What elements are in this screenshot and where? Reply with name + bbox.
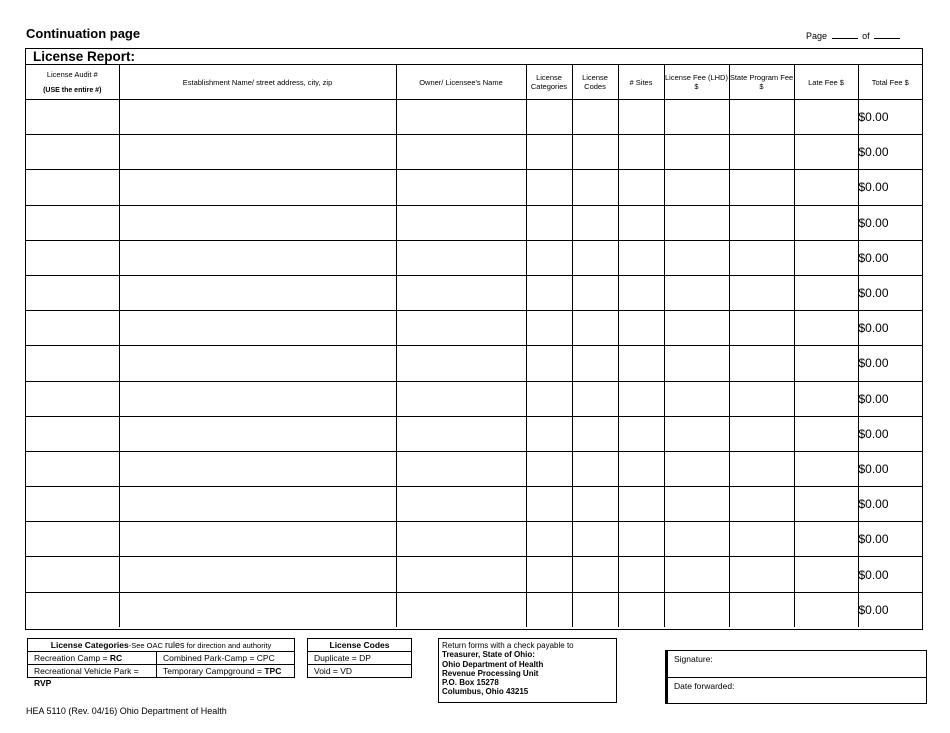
page-total-field[interactable]	[874, 30, 900, 39]
late-fee-cell[interactable]	[794, 557, 858, 592]
license-fee-cell[interactable]	[664, 135, 729, 170]
date-forwarded-field[interactable]	[668, 677, 926, 703]
audit-cell[interactable]	[26, 135, 119, 170]
total-fee-cell: $0.00	[858, 170, 922, 205]
return-line: Return forms with a check payable to	[442, 641, 574, 650]
codes-cell[interactable]	[572, 451, 618, 486]
sites-cell[interactable]	[618, 240, 664, 275]
categories-cell[interactable]	[526, 592, 572, 627]
categories-cell[interactable]	[526, 381, 572, 416]
total-fee-cell: $0.00	[858, 602, 889, 617]
col-categories: License Categories	[526, 65, 572, 100]
license-fee-cell[interactable]	[664, 592, 729, 627]
col-owner: Owner/ Licensee's Name	[396, 65, 526, 100]
license-report	[25, 48, 923, 630]
codes-cell[interactable]	[572, 346, 618, 381]
categories-cell[interactable]	[526, 522, 572, 557]
audit-cell[interactable]	[26, 311, 119, 346]
sites-cell[interactable]	[618, 100, 664, 135]
state-fee-cell[interactable]	[729, 311, 794, 346]
audit-cell[interactable]	[26, 522, 119, 557]
categories-cell[interactable]	[526, 100, 572, 135]
signature-field[interactable]	[668, 651, 926, 677]
total-fee-cell: $0.00	[858, 451, 922, 486]
audit-cell[interactable]	[26, 170, 119, 205]
sites-cell[interactable]	[618, 135, 664, 170]
codes-cell[interactable]	[572, 100, 618, 135]
state-fee-cell[interactable]	[729, 205, 794, 240]
codes-cell[interactable]	[572, 592, 618, 627]
sites-cell[interactable]	[618, 275, 664, 310]
categories-legend-row	[28, 664, 294, 688]
categories-cell[interactable]	[526, 557, 572, 592]
owner-cell[interactable]	[396, 381, 526, 416]
codes-cell[interactable]	[572, 381, 618, 416]
page-title: Continuation page	[26, 26, 141, 41]
owner-cell[interactable]	[396, 416, 526, 451]
return-city: Columbus, Ohio 43215	[442, 687, 529, 697]
owner-cell[interactable]	[396, 522, 526, 557]
total-fee-cell: $0.00	[858, 416, 922, 451]
form-footer: HEA 5110 (Rev. 04/16) Ohio Department of Health	[26, 706, 227, 716]
table-row	[26, 416, 922, 451]
state-fee-cell[interactable]	[729, 522, 794, 557]
total-fee-cell: $0.00	[858, 311, 922, 346]
license-fee-cell[interactable]	[664, 275, 729, 310]
categories-cell[interactable]	[526, 451, 572, 486]
state-fee-cell[interactable]	[729, 451, 794, 486]
codes-cell[interactable]	[572, 240, 618, 275]
audit-cell[interactable]	[26, 487, 119, 522]
establishment-cell[interactable]	[119, 346, 396, 381]
codes-cell[interactable]	[572, 135, 618, 170]
audit-cell[interactable]	[26, 557, 119, 592]
codes-legend-title: License Codes	[308, 639, 411, 652]
codes-cell[interactable]	[572, 522, 618, 557]
sites-cell[interactable]	[618, 592, 664, 627]
late-fee-cell[interactable]	[794, 592, 858, 627]
owner-cell[interactable]	[396, 135, 526, 170]
owner-cell[interactable]	[396, 346, 526, 381]
license-fee-cell[interactable]	[664, 487, 729, 522]
categories-legend	[27, 638, 295, 688]
table-row	[26, 311, 922, 346]
codes-cell[interactable]	[572, 487, 618, 522]
sites-cell[interactable]	[618, 557, 664, 592]
table-row	[26, 381, 922, 416]
col-license-fee: License Fee (LHD) $	[664, 65, 729, 100]
table-row	[26, 557, 922, 592]
category-cpc: Combined Park-Camp = CPC	[163, 653, 275, 663]
return-address	[438, 638, 617, 703]
owner-cell[interactable]	[396, 451, 526, 486]
categories-legend-row	[28, 652, 294, 664]
audit-cell[interactable]	[26, 205, 119, 240]
page-number-field[interactable]	[832, 30, 858, 39]
late-fee-cell[interactable]	[794, 275, 858, 310]
of-label: of	[862, 31, 870, 41]
col-audit	[26, 65, 119, 100]
return-department: Ohio Department of Health	[442, 659, 544, 669]
license-table	[26, 65, 922, 627]
license-fee-cell[interactable]	[664, 100, 729, 135]
codes-cell[interactable]	[572, 275, 618, 310]
category-tpc: Temporary Campground = TPC	[163, 666, 282, 676]
owner-cell[interactable]	[396, 592, 526, 627]
state-fee-cell[interactable]	[729, 240, 794, 275]
categories-cell[interactable]	[526, 346, 572, 381]
audit-cell[interactable]	[26, 451, 119, 486]
return-unit: Revenue Processing Unit	[442, 668, 539, 678]
table-row	[26, 451, 922, 486]
code-duplicate: Duplicate = DP	[314, 653, 371, 663]
establishment-cell[interactable]	[119, 311, 396, 346]
late-fee-cell[interactable]	[794, 346, 858, 381]
state-fee-cell[interactable]	[729, 381, 794, 416]
code-void: Void = VD	[308, 664, 411, 677]
total-fee-cell: $0.00	[858, 487, 922, 522]
owner-cell[interactable]	[396, 311, 526, 346]
establishment-cell[interactable]	[119, 557, 396, 592]
categories-legend-header	[28, 639, 294, 652]
sites-cell[interactable]	[618, 522, 664, 557]
owner-cell[interactable]	[396, 240, 526, 275]
establishment-cell[interactable]	[119, 592, 396, 627]
establishment-cell[interactable]	[119, 381, 396, 416]
state-fee-cell[interactable]	[729, 135, 794, 170]
table-row	[26, 522, 922, 557]
col-sites: # Sites	[618, 65, 664, 100]
sites-cell[interactable]	[618, 487, 664, 522]
late-fee-cell[interactable]	[794, 416, 858, 451]
categories-legend-title: License Categories	[50, 640, 129, 650]
table-row	[26, 135, 922, 170]
signature-box	[665, 650, 927, 704]
codes-cell[interactable]	[572, 557, 618, 592]
total-fee-cell: $0.00	[858, 557, 922, 592]
table-row	[26, 240, 922, 275]
state-fee-cell[interactable]	[729, 275, 794, 310]
establishment-cell[interactable]	[119, 522, 396, 557]
table-row	[26, 275, 922, 310]
audit-cell[interactable]	[26, 416, 119, 451]
license-fee-cell[interactable]	[664, 170, 729, 205]
license-fee-cell[interactable]	[664, 311, 729, 346]
col-audit-note: (USE the entire #)	[43, 86, 102, 94]
codes-cell[interactable]	[572, 170, 618, 205]
late-fee-cell[interactable]	[794, 381, 858, 416]
total-fee-cell: $0.00	[858, 522, 922, 557]
owner-cell[interactable]	[396, 100, 526, 135]
late-fee-cell[interactable]	[794, 170, 858, 205]
late-fee-cell[interactable]	[794, 100, 858, 135]
license-fee-cell[interactable]	[664, 381, 729, 416]
codes-legend	[307, 638, 412, 678]
page-number	[806, 30, 902, 41]
total-fee-cell: $0.00	[858, 135, 922, 170]
table-row	[26, 100, 922, 135]
audit-cell[interactable]	[26, 100, 119, 135]
table-header-row	[26, 65, 922, 100]
report-title: License Report:	[26, 49, 922, 65]
establishment-cell[interactable]	[119, 240, 396, 275]
total-fee-cell: $0.00	[858, 240, 922, 275]
state-fee-cell[interactable]	[729, 170, 794, 205]
category-rc: Recreation Camp = RC	[28, 652, 157, 664]
late-fee-cell[interactable]	[794, 311, 858, 346]
sites-cell[interactable]	[618, 311, 664, 346]
categories-legend-note-end: for direction and authority	[184, 641, 272, 650]
col-late-fee: Late Fee $	[794, 65, 858, 100]
col-establishment: Establishment Name/ street address, city, zip	[119, 65, 396, 100]
sites-cell[interactable]	[618, 205, 664, 240]
establishment-cell[interactable]	[119, 135, 396, 170]
table-row	[26, 592, 922, 627]
license-fee-cell[interactable]	[664, 557, 729, 592]
categories-cell[interactable]	[526, 170, 572, 205]
license-fee-cell[interactable]	[664, 346, 729, 381]
codes-cell[interactable]	[572, 416, 618, 451]
categories-cell[interactable]	[526, 135, 572, 170]
sites-cell[interactable]	[618, 170, 664, 205]
state-fee-cell[interactable]	[729, 557, 794, 592]
total-fee-cell: $0.00	[858, 100, 922, 135]
signature-label: Signature:	[674, 654, 713, 664]
late-fee-cell[interactable]	[794, 451, 858, 486]
late-fee-cell[interactable]	[794, 135, 858, 170]
col-state-fee: State Program Fee $	[729, 65, 794, 100]
late-fee-cell[interactable]	[794, 487, 858, 522]
categories-legend-rules: rules	[164, 640, 185, 650]
table-row	[26, 487, 922, 522]
categories-legend-note: -See OAC	[128, 641, 165, 650]
col-total-fee: Total Fee $	[858, 65, 922, 100]
establishment-cell[interactable]	[119, 170, 396, 205]
late-fee-cell[interactable]	[794, 240, 858, 275]
col-codes: License Codes	[572, 65, 618, 100]
establishment-cell[interactable]	[119, 487, 396, 522]
license-fee-cell[interactable]	[664, 522, 729, 557]
license-fee-cell[interactable]	[664, 451, 729, 486]
categories-cell[interactable]	[526, 311, 572, 346]
sites-cell[interactable]	[618, 381, 664, 416]
audit-cell[interactable]	[26, 346, 119, 381]
sites-cell[interactable]	[618, 346, 664, 381]
state-fee-cell[interactable]	[729, 346, 794, 381]
total-fee-cell: $0.00	[858, 205, 922, 240]
state-fee-cell[interactable]	[729, 100, 794, 135]
state-fee-cell[interactable]	[729, 592, 794, 627]
return-payee: Treasurer, State of Ohio:	[442, 650, 535, 660]
codes-cell[interactable]	[572, 311, 618, 346]
total-fee-cell: $0.00	[858, 381, 922, 416]
establishment-cell[interactable]	[119, 416, 396, 451]
audit-cell[interactable]	[26, 592, 119, 627]
owner-cell[interactable]	[396, 275, 526, 310]
categories-cell[interactable]	[526, 240, 572, 275]
state-fee-cell[interactable]	[729, 487, 794, 522]
license-fee-cell[interactable]	[664, 240, 729, 275]
category-rvp: Recreational Vehicle Park = RVP	[28, 665, 157, 677]
audit-cell[interactable]	[26, 381, 119, 416]
categories-cell[interactable]	[526, 487, 572, 522]
sites-cell[interactable]	[618, 451, 664, 486]
audit-cell[interactable]	[26, 240, 119, 275]
audit-cell[interactable]	[26, 275, 119, 310]
categories-cell[interactable]	[526, 275, 572, 310]
total-fee-cell: $0.00	[858, 275, 922, 310]
table-row	[26, 205, 922, 240]
late-fee-cell[interactable]	[794, 522, 858, 557]
col-audit-label: License Audit #	[46, 69, 98, 79]
owner-cell[interactable]	[396, 170, 526, 205]
categories-cell[interactable]	[526, 416, 572, 451]
establishment-cell[interactable]	[119, 100, 396, 135]
owner-cell[interactable]	[396, 487, 526, 522]
codes-cell[interactable]	[572, 205, 618, 240]
page-label: Page	[806, 31, 828, 41]
establishment-cell[interactable]	[119, 275, 396, 310]
owner-cell[interactable]	[396, 205, 526, 240]
establishment-cell[interactable]	[119, 205, 396, 240]
table-row	[26, 170, 922, 205]
date-forwarded-label: Date forwarded:	[674, 681, 735, 691]
sites-cell[interactable]	[618, 416, 664, 451]
late-fee-cell[interactable]	[794, 205, 858, 240]
establishment-cell[interactable]	[119, 451, 396, 486]
license-fee-cell[interactable]	[664, 205, 729, 240]
state-fee-cell[interactable]	[729, 416, 794, 451]
owner-cell[interactable]	[396, 557, 526, 592]
return-po-box: P.O. Box 15278	[442, 678, 499, 688]
license-fee-cell[interactable]	[664, 416, 729, 451]
categories-cell[interactable]	[526, 205, 572, 240]
total-fee-cell: $0.00	[858, 346, 922, 381]
table-row	[26, 346, 922, 381]
